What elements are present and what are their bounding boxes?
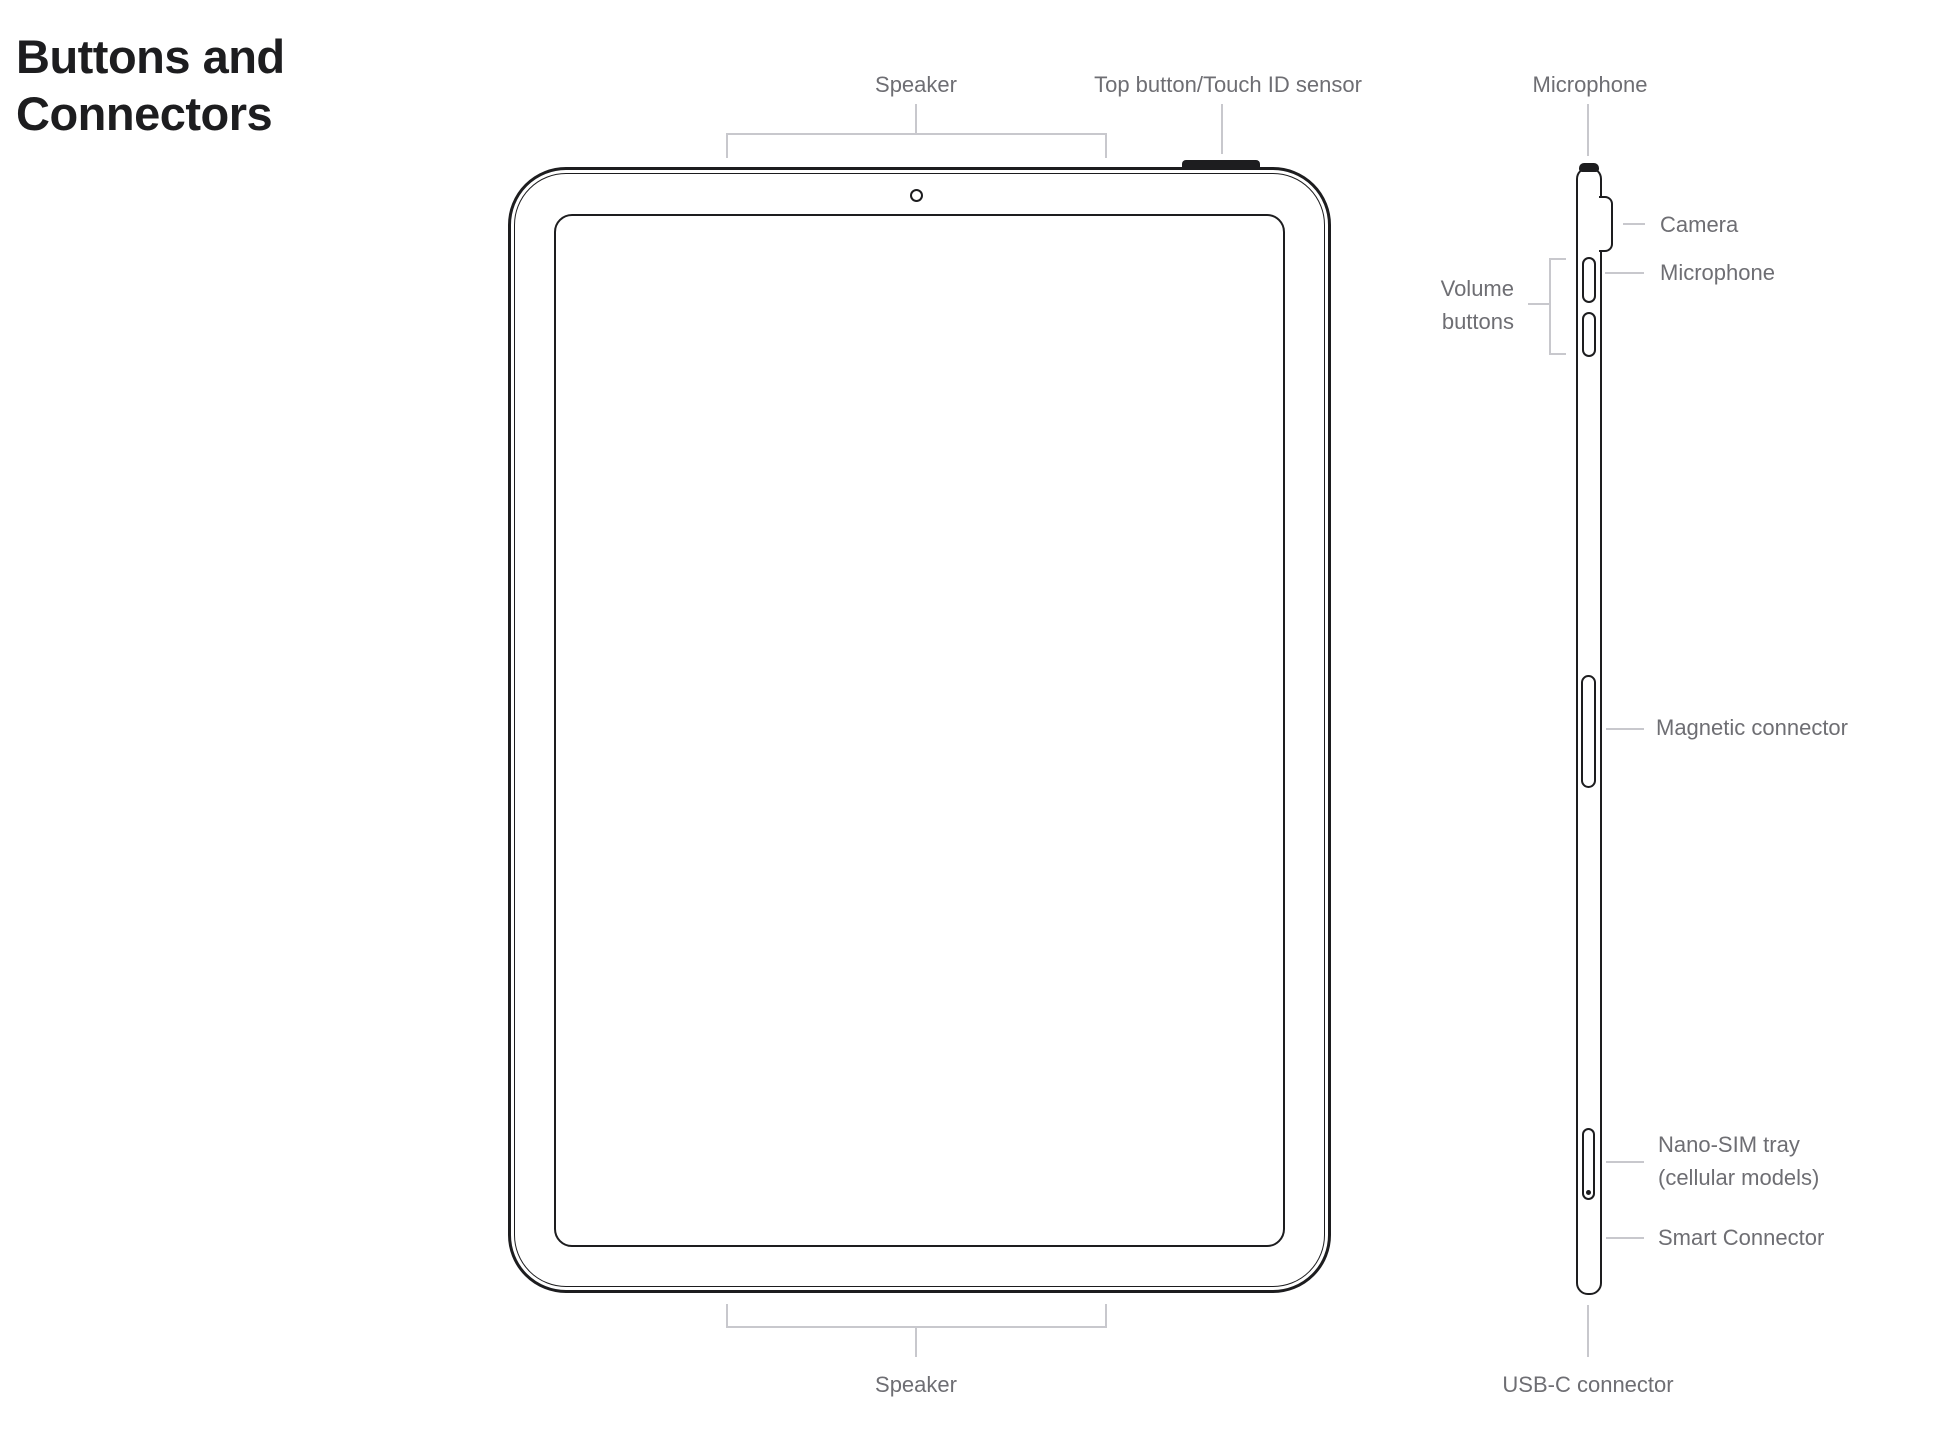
volume-button-lower	[1582, 312, 1596, 357]
microphone-top-label: Microphone	[1532, 72, 1648, 97]
microphone-top-leader-line	[1587, 104, 1589, 156]
side-top-button-cap	[1579, 163, 1599, 172]
top-button-leader-line	[1221, 104, 1223, 154]
volume-buttons-bracket	[1549, 258, 1566, 355]
top-button-label: Top button/Touch ID sensor	[1094, 72, 1362, 97]
smart-connector-leader-line	[1606, 1237, 1644, 1239]
front-camera-icon	[910, 189, 923, 202]
volume-buttons-label-line2: buttons	[1441, 309, 1514, 334]
speaker-bottom-label: Speaker	[875, 1372, 957, 1397]
speaker-top-label: Speaker	[875, 72, 957, 97]
magnetic-connector-label: Magnetic connector	[1656, 715, 1848, 740]
page-title: Buttons and Connectors	[16, 30, 285, 140]
side-camera-bump	[1599, 196, 1613, 252]
smart-connector-label: Smart Connector	[1658, 1225, 1825, 1250]
volume-buttons-label-line1: Volume	[1440, 276, 1514, 301]
top-button-bar	[1182, 160, 1260, 170]
usb-c-leader-line	[1587, 1305, 1589, 1357]
volume-buttons-connector-line	[1528, 303, 1549, 305]
speaker-bottom-leader-line	[915, 1328, 917, 1357]
nano-sim-leader-line	[1606, 1161, 1644, 1163]
nano-sim-label	[1658, 1128, 1819, 1194]
magnetic-connector-leader-line	[1606, 728, 1644, 730]
microphone-side-leader-line	[1605, 272, 1644, 274]
volume-buttons-label	[1441, 272, 1514, 338]
volume-button-upper	[1582, 257, 1596, 303]
front-screen	[554, 214, 1285, 1247]
speaker-top-bracket	[726, 133, 1107, 158]
nano-sim-label-line2: (cellular models)	[1658, 1165, 1820, 1190]
magnetic-connector-pill	[1581, 675, 1596, 788]
nano-sim-label-line1: Nano-SIM tray	[1658, 1132, 1800, 1157]
speaker-bottom-bracket	[726, 1304, 1107, 1328]
camera-label: Camera	[1660, 212, 1739, 237]
camera-leader-line	[1623, 223, 1645, 225]
usb-c-label: USB-C connector	[1502, 1372, 1674, 1397]
microphone-side-label: Microphone	[1660, 260, 1775, 285]
sim-eject-hole	[1586, 1190, 1591, 1195]
speaker-top-leader-line	[915, 104, 917, 133]
